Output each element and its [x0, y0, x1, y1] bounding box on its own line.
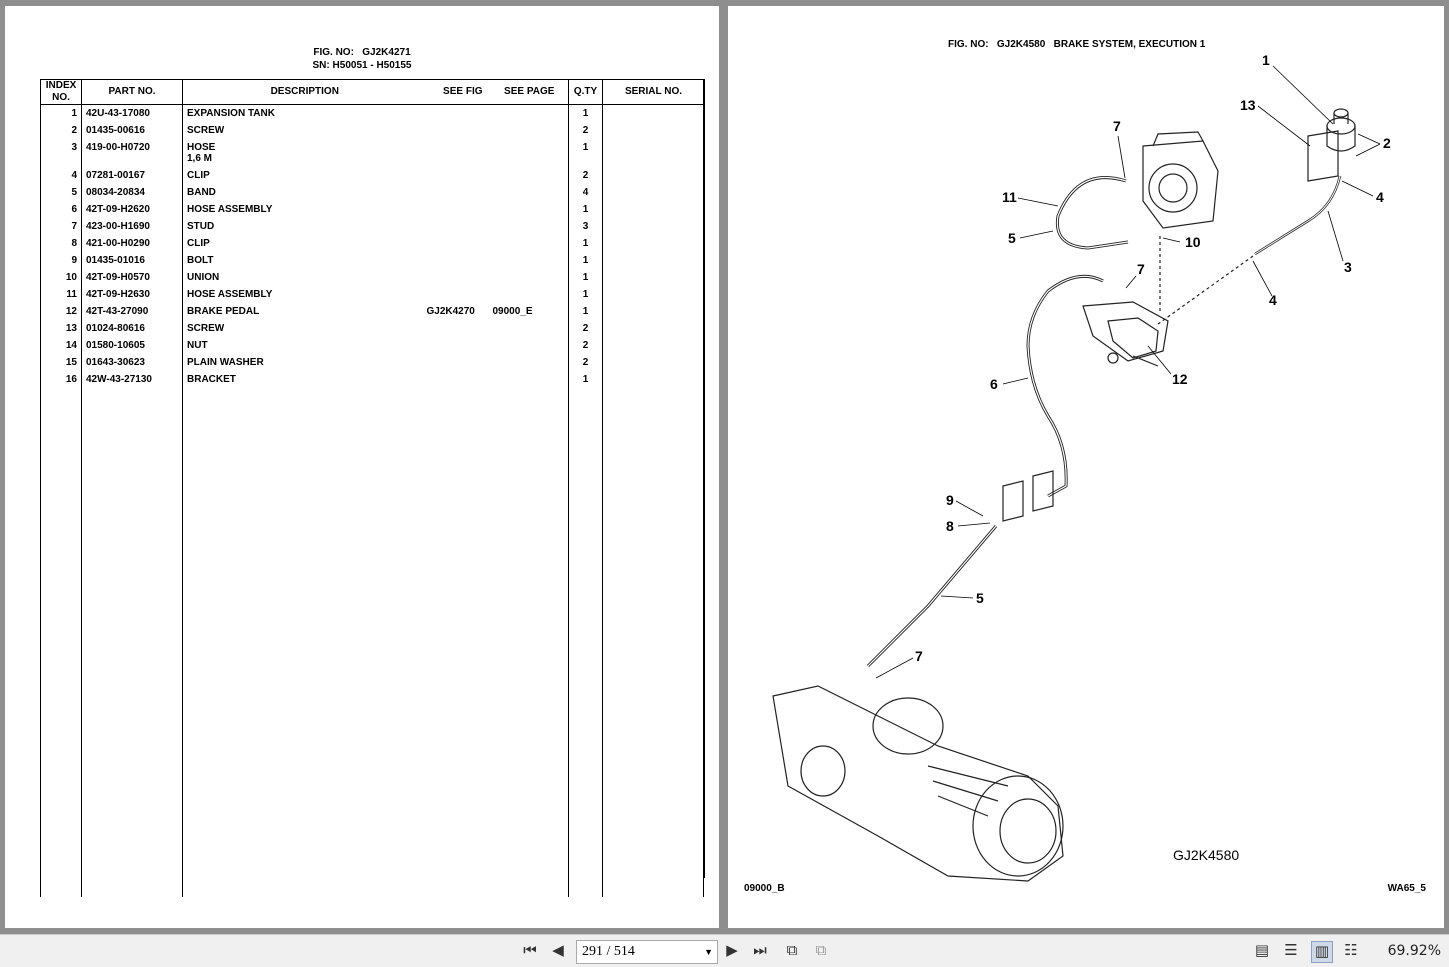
qty-cell: 1	[569, 269, 603, 286]
callout-3: 3	[1344, 259, 1352, 275]
see-fig-cell	[427, 105, 491, 123]
col-see-fig: SEE FIG	[427, 80, 491, 105]
see-page-cell	[491, 235, 569, 252]
table-row	[41, 286, 705, 303]
qty-cell: 1	[569, 286, 603, 303]
see-page-cell	[491, 167, 569, 184]
first-page-icon[interactable]: ⏮	[523, 942, 537, 959]
part-no-cell: 01435-00616	[82, 122, 183, 139]
index-no-cell: 14	[41, 337, 82, 354]
part-no-cell: 08034-20834	[82, 184, 183, 201]
bracket-13-shape	[1308, 131, 1338, 181]
see-page-cell	[491, 371, 569, 388]
description-cell: NUT	[183, 337, 427, 354]
table-row	[41, 303, 705, 320]
serial-no-cell	[603, 269, 705, 286]
last-page-icon[interactable]: ⏭	[753, 942, 767, 959]
brake-system-drawing	[728, 6, 1444, 928]
index-no-cell: 2	[41, 122, 82, 139]
parts-table-header	[41, 80, 705, 105]
qty-cell: 1	[569, 303, 603, 320]
see-page-cell	[491, 354, 569, 371]
continuous-icon[interactable]: ☰	[1284, 942, 1298, 959]
description-cell: EXPANSION TANK	[183, 105, 427, 123]
qty-cell: 1	[569, 371, 603, 388]
serial-no-cell	[603, 235, 705, 252]
index-no-cell: 4	[41, 167, 82, 184]
qty-cell: 3	[569, 218, 603, 235]
callout-7b: 7	[1137, 261, 1145, 277]
table-row	[41, 184, 705, 201]
see-page-cell	[491, 269, 569, 286]
serial-no-cell	[603, 122, 705, 139]
callout-2: 2	[1383, 135, 1391, 151]
see-fig-cell: GJ2K4270	[426, 306, 475, 317]
callout-12: 12	[1172, 371, 1188, 387]
qty-cell: 1	[569, 105, 603, 123]
see-fig-cell	[427, 139, 491, 167]
see-fig-cell	[427, 184, 491, 201]
see-page-cell	[491, 320, 569, 337]
index-no-cell: 11	[41, 286, 82, 303]
description-cell: STUD	[183, 218, 427, 235]
description-cell: HOSE ASSEMBLY	[183, 201, 427, 218]
part-no-cell: 42T-09-H2620	[82, 201, 183, 218]
col-see-page: SEE PAGE	[491, 80, 569, 105]
table-row	[41, 139, 705, 167]
see-fig-cell	[427, 235, 491, 252]
table-row	[41, 320, 705, 337]
table-row	[41, 269, 705, 286]
rotate-icon[interactable]: ⧉	[786, 942, 798, 959]
table-filler-row	[41, 388, 705, 878]
serial-no-cell	[603, 218, 705, 235]
description-cell: SCREW	[183, 320, 427, 337]
index-no-cell: 8	[41, 235, 82, 252]
index-no-cell: 13	[41, 320, 82, 337]
serial-no-cell	[603, 337, 705, 354]
see-fig-cell	[427, 371, 491, 388]
see-page-cell	[491, 201, 569, 218]
table-row	[41, 371, 705, 388]
col-qty: Q.TY	[569, 80, 603, 105]
part-no-cell: 42T-43-27090	[82, 303, 183, 320]
right-page	[728, 6, 1444, 928]
callout-8: 8	[946, 518, 954, 534]
see-fig-cell	[427, 269, 491, 286]
see-page-cell	[491, 122, 569, 139]
callout-5a: 5	[1008, 230, 1016, 246]
see-page-cell: 09000_E	[491, 303, 569, 320]
fig-no-label: FIG. NO:	[948, 39, 989, 50]
figure-title: BRAKE SYSTEM, EXECUTION 1	[1053, 39, 1206, 50]
see-fig-cell	[427, 286, 491, 303]
part-no-cell: 01580-10605	[82, 337, 183, 354]
fig-no-label: FIG. NO:	[313, 47, 354, 58]
table-row	[41, 252, 705, 269]
qty-cell: 2	[569, 320, 603, 337]
part-no-cell: 42T-09-H2630	[82, 286, 183, 303]
index-no-cell: 3	[41, 139, 82, 167]
description-cell: PLAIN WASHER	[183, 354, 427, 371]
sn-range: H50051 - H50155	[332, 60, 412, 71]
see-page-cell	[491, 184, 569, 201]
table-row	[41, 235, 705, 252]
index-no-cell: 10	[41, 269, 82, 286]
description-cell: HOSE 1,6 M	[183, 139, 427, 167]
drawing-id: GJ2K4580	[1173, 847, 1240, 863]
see-fig-cell	[427, 252, 491, 269]
rotate-back-icon[interactable]: ⧉	[815, 942, 827, 959]
serial-no-cell	[603, 320, 705, 337]
see-fig-cell	[427, 218, 491, 235]
qty-cell: 1	[569, 235, 603, 252]
index-no-cell: 12	[41, 303, 82, 320]
see-fig-cell	[427, 354, 491, 371]
callout-7c: 7	[915, 648, 923, 664]
part-no-cell: 42W-43-27130	[82, 371, 183, 388]
description-cell: BRACKET	[183, 371, 427, 388]
callout-1: 1	[1262, 52, 1270, 68]
qty-cell: 2	[569, 354, 603, 371]
see-page-cell	[491, 286, 569, 303]
see-page-cell	[491, 218, 569, 235]
footer-right: WA65_5	[1387, 883, 1426, 894]
callout-6: 6	[990, 376, 998, 392]
see-fig-cell	[427, 320, 491, 337]
serial-no-cell	[603, 303, 705, 320]
single-page-icon[interactable]: ▤	[1254, 942, 1270, 959]
description-cell: BRAKE PEDAL	[183, 303, 427, 320]
zoom-level[interactable]: 69.92%	[1387, 943, 1441, 959]
index-no-cell: 9	[41, 252, 82, 269]
serial-no-cell	[603, 371, 705, 388]
table-row	[41, 201, 705, 218]
two-page-continuous-icon[interactable]: ☷	[1344, 942, 1358, 959]
callout-9: 9	[946, 492, 954, 508]
table-row	[41, 122, 705, 139]
index-no-cell: 16	[41, 371, 82, 388]
serial-no-cell	[603, 252, 705, 269]
part-no-cell: 421-00-H0290	[82, 235, 183, 252]
qty-cell: 2	[569, 167, 603, 184]
table-row	[41, 218, 705, 235]
part-no-cell: 423-00-H1690	[82, 218, 183, 235]
description-cell: UNION	[183, 269, 427, 286]
serial-no-cell	[603, 184, 705, 201]
chevron-down-icon[interactable]: ▼	[704, 947, 713, 957]
viewer-toolbar	[0, 934, 1449, 967]
qty-cell: 1	[569, 201, 603, 218]
description-cell: BOLT	[183, 252, 427, 269]
serial-no-cell	[603, 139, 705, 167]
index-no-cell: 1	[41, 105, 82, 123]
next-page-icon[interactable]: ▶	[726, 942, 738, 959]
see-fig-cell	[427, 337, 491, 354]
part-no-cell: 419-00-H0720	[82, 139, 183, 167]
sn-label: SN:	[312, 60, 330, 71]
left-page-header	[5, 46, 719, 72]
col-index-no: INDEX NO.	[41, 80, 82, 105]
description-cell: CLIP	[183, 167, 427, 184]
table-row	[41, 105, 705, 123]
see-page-cell	[491, 139, 569, 167]
page-total: 514	[613, 944, 635, 959]
qty-cell: 4	[569, 184, 603, 201]
callout-7a: 7	[1113, 118, 1121, 134]
serial-no-cell	[603, 167, 705, 184]
callout-11: 11	[1002, 189, 1017, 205]
index-no-cell: 6	[41, 201, 82, 218]
table-row	[41, 167, 705, 184]
index-no-cell: 5	[41, 184, 82, 201]
description-cell: BAND	[183, 184, 427, 201]
two-page-icon[interactable]: ▥	[1311, 941, 1333, 963]
part-no-cell: 07281-00167	[82, 167, 183, 184]
see-page-cell	[491, 105, 569, 123]
qty-cell: 1	[569, 252, 603, 269]
callout-4b: 4	[1269, 292, 1277, 308]
callout-5b: 5	[976, 590, 984, 606]
see-fig-cell	[427, 122, 491, 139]
qty-cell: 2	[569, 122, 603, 139]
page-number-field[interactable]	[576, 940, 718, 964]
callout-4a: 4	[1376, 189, 1384, 205]
fig-no: GJ2K4580	[996, 39, 1046, 50]
table-row	[41, 354, 705, 371]
col-description: DESCRIPTION	[183, 80, 427, 105]
see-page-cell	[491, 252, 569, 269]
fig-no: GJ2K4271	[362, 47, 411, 58]
part-no-cell: 01643-30623	[82, 354, 183, 371]
index-no-cell: 7	[41, 218, 82, 235]
serial-no-cell	[603, 286, 705, 303]
callout-10: 10	[1185, 234, 1201, 250]
part-no-cell: 42U-43-17080	[82, 105, 183, 123]
serial-no-cell	[603, 105, 705, 123]
description-cell: CLIP	[183, 235, 427, 252]
index-no-cell: 15	[41, 354, 82, 371]
footer-left: 09000_B	[744, 883, 785, 894]
qty-cell: 2	[569, 337, 603, 354]
qty-cell: 1	[569, 139, 603, 167]
table-row	[41, 337, 705, 354]
see-fig-cell	[427, 201, 491, 218]
col-part-no: PART NO.	[82, 80, 183, 105]
left-page	[5, 6, 719, 928]
parts-table-wrap	[40, 79, 704, 897]
description-cell: HOSE ASSEMBLY	[183, 286, 427, 303]
col-serial-no: SERIAL NO.	[603, 80, 705, 105]
prev-page-icon[interactable]: ◀	[552, 942, 564, 959]
part-no-cell: 01435-01016	[82, 252, 183, 269]
serial-no-cell	[603, 354, 705, 371]
see-fig-cell	[427, 167, 491, 184]
page-current: 291	[582, 944, 603, 959]
part-no-cell: 42T-09-H0570	[82, 269, 183, 286]
parts-table	[40, 79, 705, 878]
callout-13: 13	[1240, 97, 1256, 113]
page-separator: /	[606, 944, 611, 959]
serial-no-cell	[603, 201, 705, 218]
see-page-cell	[491, 337, 569, 354]
description-cell: SCREW	[183, 122, 427, 139]
part-no-cell: 01024-80616	[82, 320, 183, 337]
